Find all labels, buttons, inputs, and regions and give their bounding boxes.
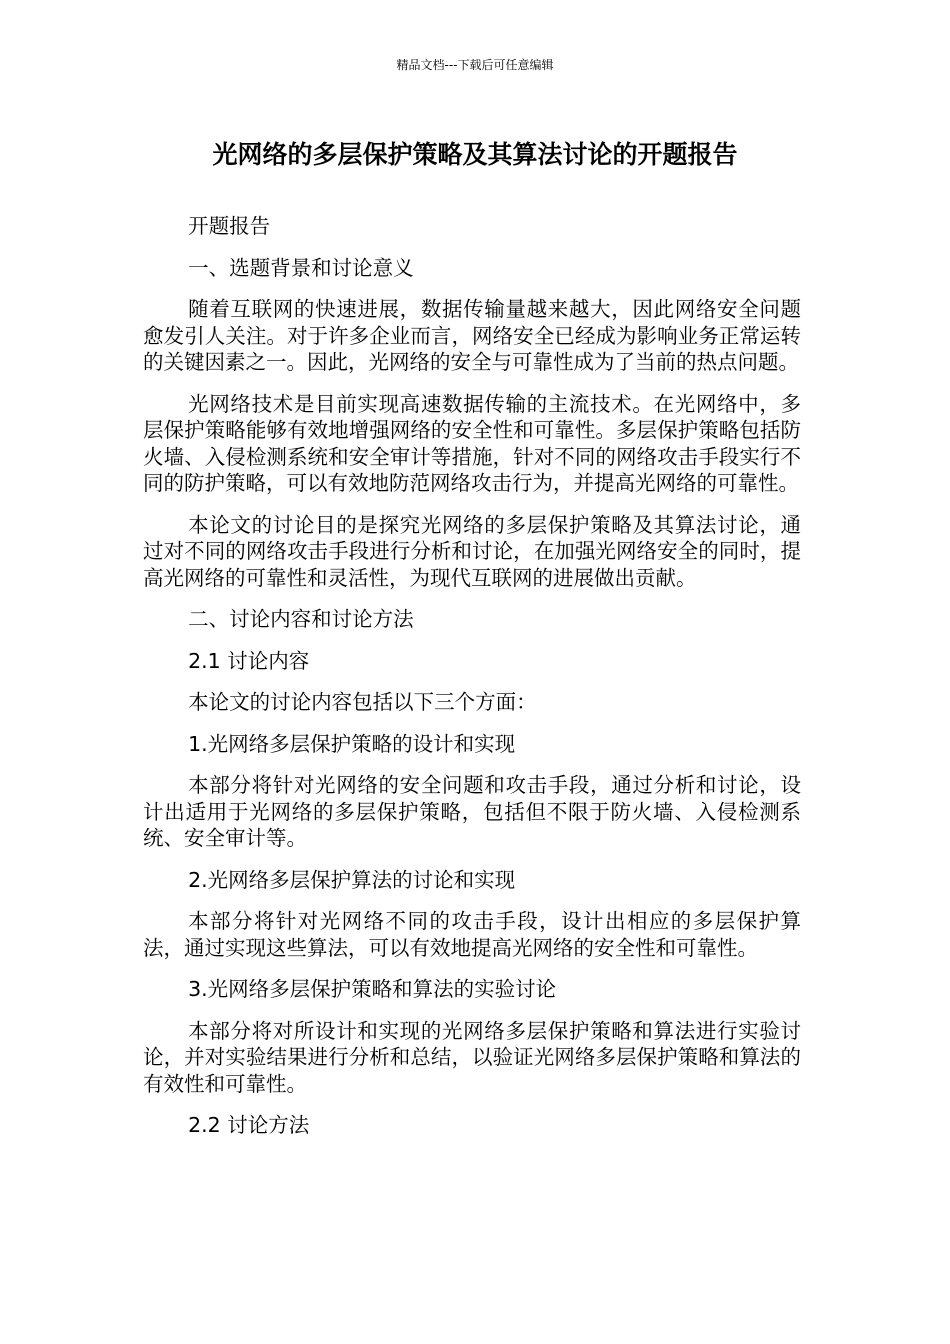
item-paragraph-3: 本部分将对所设计和实现的光网络多层保护策略和算法进行实验讨论，并对实验结果进行分析和总结，以验证光网络多层保护策略和算法的有效性和可靠性。 bbox=[143, 1018, 801, 1096]
document-title: 光网络的多层保护策略及其算法讨论的开题报告 bbox=[212, 140, 738, 169]
watermark-header: 精品文档---下载后可任意编辑 bbox=[396, 58, 554, 72]
item-heading-2: 2.光网络多层保护算法的讨论和实现 bbox=[188, 867, 516, 892]
paragraph-background-1: 随着互联网的快速进展，数据传输量越来越大，因此网络安全问题愈发引人关注。对于许多企业而言，网络安全已经成为影响业务正常运转的关键因素之一。因此，光网络的安全与可靠性成为了当前的热点问题。 bbox=[143, 297, 801, 374]
item-heading-3: 3.光网络多层保护策略和算法的实验讨论 bbox=[188, 977, 557, 1001]
paragraph-background-2: 光网络技术是目前实现高速数据传输的主流技术。在光网络中，多层保护策略能够有效地增强网络的安全性和可靠性。多层保护策略包括防火墙、入侵检测系统和安全审计等措施，针对不同的网络攻击手段实行不同的防护策略，可以有效地防范网络攻击行为，并提高光网络的可靠性。 bbox=[143, 391, 801, 495]
section-heading-background: 一、选题背景和讨论意义 bbox=[188, 255, 414, 280]
subsection-heading-method: 2.2 讨论方法 bbox=[188, 1113, 310, 1137]
item-heading-1: 1.光网络多层保护策略的设计和实现 bbox=[188, 731, 516, 756]
paragraph-background-3: 本论文的讨论目的是探究光网络的多层保护策略及其算法讨论，通过对不同的网络攻击手段进行分析和讨论，在加强光网络安全的同时，提高光网络的可靠性和灵活性，为现代互联网的进展做出贡献。 bbox=[143, 512, 801, 590]
paragraph-content-intro: 本论文的讨论内容包括以下三个方面： bbox=[188, 690, 537, 714]
document-body bbox=[143, 213, 801, 1154]
item-paragraph-2: 本部分将针对光网络不同的攻击手段，设计出相应的多层保护算法，通过实现这些算法，可以有效地提高光网络的安全性和可靠性。 bbox=[143, 909, 801, 960]
section-heading-content-method: 二、讨论内容和讨论方法 bbox=[188, 607, 414, 631]
item-paragraph-1: 本部分将针对光网络的安全问题和攻击手段，通过分析和讨论，设计出适用于光网络的多层保护策略，包括但不限于防火墙、入侵检测系统、安全审计等。 bbox=[143, 773, 801, 850]
subsection-heading-content: 2.1 讨论内容 bbox=[188, 648, 310, 673]
report-label: 开题报告 bbox=[188, 214, 271, 238]
